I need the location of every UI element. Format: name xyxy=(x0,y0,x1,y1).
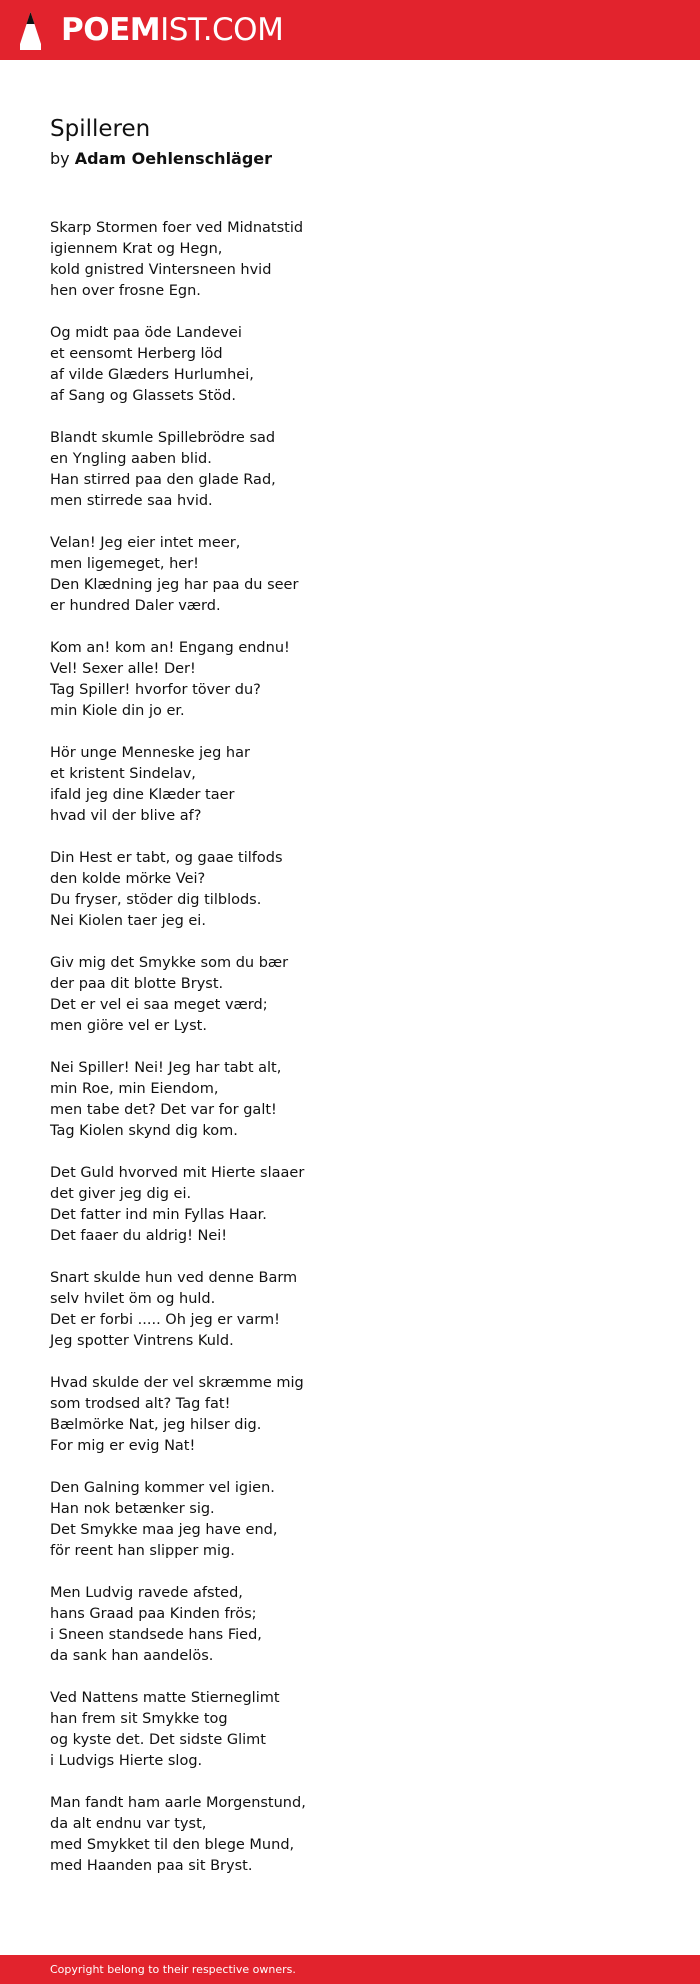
poem-line: kold gnistred Vintersneen hvid xyxy=(50,262,272,278)
poem-line: han frem sit Smykke tog xyxy=(50,1711,228,1727)
poem-line: Nei Kiolen taer jeg ei. xyxy=(50,913,206,929)
poem-line: Kom an! kom an! Engang endnu! xyxy=(50,640,290,656)
poem-line: selv hvilet öm og huld. xyxy=(50,1291,216,1307)
poem-stanza xyxy=(50,1478,650,1562)
poem-stanza xyxy=(50,638,650,722)
poem-stanza xyxy=(50,1268,650,1352)
site-header xyxy=(0,0,700,60)
poem-line: Tag Kiolen skynd dig kom. xyxy=(50,1123,238,1139)
poem-line: Ved Nattens matte Stierneglimt xyxy=(50,1690,280,1706)
poem-stanza xyxy=(50,743,650,827)
by-label: by xyxy=(50,149,70,168)
pencil-tip-icon[interactable] xyxy=(18,11,43,51)
poem-line: Det Guld hvorved mit Hierte slaaer xyxy=(50,1165,305,1181)
poem-line: Giv mig det Smykke som du bær xyxy=(50,955,289,971)
poem-body xyxy=(50,218,650,1898)
site-logo[interactable] xyxy=(61,10,283,50)
byline xyxy=(50,147,272,171)
poem-line: ifald jeg dine Klæder taer xyxy=(50,787,235,803)
poem-line: den kolde mörke Vei? xyxy=(50,871,206,887)
author-name: Adam Oehlenschläger xyxy=(74,149,273,168)
poem-line: Snart skulde hun ved denne Barm xyxy=(50,1270,298,1286)
poem-line: Det er forbi ..... Oh jeg er varm! xyxy=(50,1312,280,1328)
poem-line: hvad vil der blive af? xyxy=(50,808,202,824)
poem-stanza xyxy=(50,218,650,302)
poem-stanza xyxy=(50,323,650,407)
poem-line: Blandt skumle Spillebrödre sad xyxy=(50,430,276,446)
poem-line: Det faaer du aldrig! Nei! xyxy=(50,1228,228,1244)
poem-stanza xyxy=(50,533,650,617)
poem-line: da sank han aandelös. xyxy=(50,1648,214,1664)
poem-line: et kristent Sindelav, xyxy=(50,766,196,782)
poem-line: Skarp Stormen foer ved Midnatstid xyxy=(50,220,304,236)
poem-line: i Ludvigs Hierte slog. xyxy=(50,1753,203,1769)
logo-bold-text: POEM xyxy=(61,12,161,48)
poem-line: Men Ludvig ravede afsted, xyxy=(50,1585,243,1601)
poem-line: med Haanden paa sit Bryst. xyxy=(50,1858,253,1874)
poem-line: der paa dit blotte Bryst. xyxy=(50,976,224,992)
poem-stanza xyxy=(50,1373,650,1457)
poem-line: men giöre vel er Lyst. xyxy=(50,1018,207,1034)
poem-line: Velan! Jeg eier intet meer, xyxy=(50,535,241,551)
poem-line: min Roe, min Eiendom, xyxy=(50,1081,219,1097)
poem-stanza xyxy=(50,848,650,932)
poem-line: men stirrede saa hvid. xyxy=(50,493,213,509)
poem-line: min Kiole din jo er. xyxy=(50,703,185,719)
poem-title: Spilleren xyxy=(50,116,151,142)
poem-line: för reent han slipper mig. xyxy=(50,1543,235,1559)
poem-stanza xyxy=(50,1793,650,1877)
poem-line: Han nok betænker sig. xyxy=(50,1501,215,1517)
poem-line: Du fryser, stöder dig tilblods. xyxy=(50,892,262,908)
poem-line: Jeg spotter Vintrens Kuld. xyxy=(50,1333,234,1349)
poem-line: og kyste det. Det sidste Glimt xyxy=(50,1732,266,1748)
poem-line: Bælmörke Nat, jeg hilser dig. xyxy=(50,1417,262,1433)
poem-line: Det er vel ei saa meget værd; xyxy=(50,997,268,1013)
poem-line: Og midt paa öde Landevei xyxy=(50,325,242,341)
poem-stanza xyxy=(50,1583,650,1667)
poem-line: hans Graad paa Kinden frös; xyxy=(50,1606,257,1622)
poem-line: igiennem Krat og Hegn, xyxy=(50,241,223,257)
poem-line: men tabe det? Det var for galt! xyxy=(50,1102,277,1118)
site-footer xyxy=(0,1955,700,1984)
poem-line: Den Klædning jeg har paa du seer xyxy=(50,577,299,593)
poem-line: en Yngling aaben blid. xyxy=(50,451,212,467)
poem-line: med Smykket til den blege Mund, xyxy=(50,1837,295,1853)
poem-line: Det Smykke maa jeg have end, xyxy=(50,1522,278,1538)
poem-stanza xyxy=(50,1163,650,1247)
copyright-notice: Copyright belong to their respective owners. xyxy=(50,1963,296,1976)
poem-line: Man fandt ham aarle Morgenstund, xyxy=(50,1795,306,1811)
poem-line: som trodsed alt? Tag fat! xyxy=(50,1396,231,1412)
poem-line: Vel! Sexer alle! Der! xyxy=(50,661,196,677)
poem-line: Han stirred paa den glade Rad, xyxy=(50,472,276,488)
poem-stanza xyxy=(50,953,650,1037)
poem-line: i Sneen standsede hans Fied, xyxy=(50,1627,262,1643)
poem-line: af vilde Glæders Hurlumhei, xyxy=(50,367,254,383)
poem-line: Hör unge Menneske jeg har xyxy=(50,745,250,761)
poem-line: Tag Spiller! hvorfor töver du? xyxy=(50,682,261,698)
poem-line: hen over frosne Egn. xyxy=(50,283,201,299)
poem-line: Det fatter ind min Fyllas Haar. xyxy=(50,1207,267,1223)
poem-line: det giver jeg dig ei. xyxy=(50,1186,192,1202)
poem-line: da alt endnu var tyst, xyxy=(50,1816,207,1832)
poem-line: men ligemeget, her! xyxy=(50,556,199,572)
poem-line: Din Hest er tabt, og gaae tilfods xyxy=(50,850,283,866)
poem-stanza xyxy=(50,428,650,512)
logo-light-text: IST.COM xyxy=(160,12,284,48)
poem-line: et eensomt Herberg löd xyxy=(50,346,223,362)
poem-line: Den Galning kommer vel igien. xyxy=(50,1480,275,1496)
poem-line: Nei Spiller! Nei! Jeg har tabt alt, xyxy=(50,1060,282,1076)
poem-stanza xyxy=(50,1688,650,1772)
poem-line: For mig er evig Nat! xyxy=(50,1438,196,1454)
poem-line: er hundred Daler værd. xyxy=(50,598,221,614)
poem-line: Hvad skulde der vel skræmme mig xyxy=(50,1375,304,1391)
poem-line: af Sang og Glassets Stöd. xyxy=(50,388,236,404)
poem-stanza xyxy=(50,1058,650,1142)
